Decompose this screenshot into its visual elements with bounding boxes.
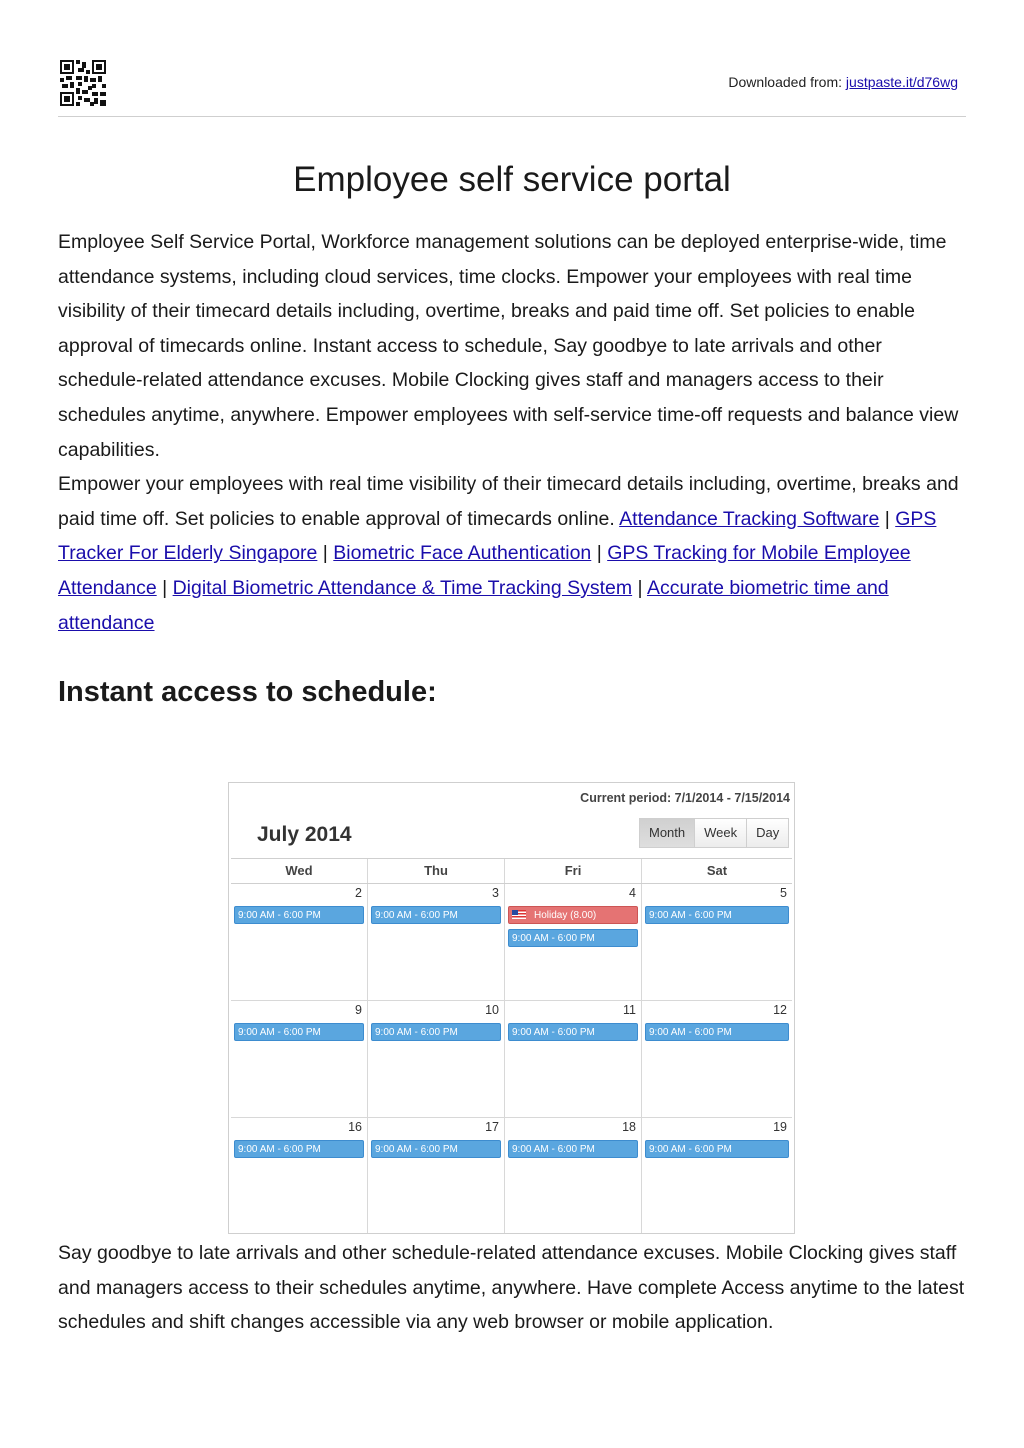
download-source	[728, 74, 958, 90]
calendar-day[interactable]	[368, 1001, 505, 1117]
download-label: Downloaded from:	[728, 74, 843, 90]
day-number: 4	[629, 886, 636, 900]
link-separator: |	[596, 542, 602, 565]
weekday-label: Wed	[231, 859, 368, 883]
weekday-label: Thu	[368, 859, 505, 883]
intro-text: Employee Self Service Portal, Workforce management solutions can be deployed enterprise-wide, time attendance systems, including cloud services, time clocks. Empower your employees with real time visibility of their timecard details including, overtime, breaks and paid time off. Set policies to enable approval of timecards online. Instant access to schedule, Say goodbye to late arrivals and other schedule-related attendance excuses. Mobile Clocking gives staff and managers access to their schedules anytime, anywhere. Empower employees with self-service time-off requests and balance view capabilities.	[58, 231, 959, 461]
link-separator: |	[884, 507, 890, 530]
schedule-calendar	[228, 782, 795, 1234]
closing-paragraph	[58, 1236, 968, 1340]
shift-event[interactable]: 9:00 AM - 6:00 PM	[645, 906, 789, 924]
link-attendance-tracking-software[interactable]: Attendance Tracking Software	[619, 507, 880, 530]
calendar-day[interactable]	[642, 1001, 792, 1117]
calendar-day[interactable]	[368, 884, 505, 1000]
page-title: Employee self service portal	[293, 160, 731, 199]
shift-event[interactable]: 9:00 AM - 6:00 PM	[508, 1023, 638, 1041]
links-paragraph	[58, 467, 968, 640]
day-number: 16	[348, 1120, 362, 1134]
holiday-event[interactable]	[508, 906, 638, 924]
week-view-button[interactable]: Week	[695, 818, 747, 848]
day-number: 10	[485, 1003, 499, 1017]
weekday-label: Sat	[706, 863, 728, 878]
download-source-link[interactable]: justpaste.it/d76wg	[845, 74, 958, 90]
intro-text-2: Empower your employees with real time visibility of their timecard details including, overtime, breaks and paid time off. Set policies to enable approval of timecards online.	[58, 473, 959, 530]
day-number: 5	[780, 886, 787, 900]
shift-event[interactable]: 9:00 AM - 6:00 PM	[645, 1023, 789, 1041]
day-number: 12	[773, 1003, 787, 1017]
link-digital-biometric-attendance[interactable]: Digital Biometric Attendance & Time Tracking System	[172, 576, 633, 599]
calendar-day[interactable]	[642, 1118, 792, 1234]
calendar-day[interactable]	[642, 884, 792, 1000]
calendar-month-title: July 2014	[257, 823, 352, 846]
shift-event[interactable]: 9:00 AM - 6:00 PM	[371, 906, 501, 924]
closing-text: Say goodbye to late arrivals and other schedule-related attendance excuses. Mobile Clocking gives staff and managers access to their schedules anytime, anywhere. Have complete Access anytime to the latest schedules and shift changes accessible via any web browser or mobile application.	[58, 1242, 965, 1334]
day-number: 17	[485, 1120, 499, 1134]
month-view-button[interactable]: Month	[639, 818, 695, 848]
shift-event[interactable]: 9:00 AM - 6:00 PM	[508, 1140, 638, 1158]
calendar-day[interactable]	[368, 1118, 505, 1234]
day-number: 18	[622, 1120, 636, 1134]
calendar-day[interactable]	[505, 1118, 642, 1234]
day-view-button[interactable]: Day	[747, 818, 789, 848]
calendar-week	[231, 1118, 792, 1234]
link-biometric-face-authentication[interactable]: Biometric Face Authentication	[333, 542, 592, 565]
calendar-day[interactable]	[231, 884, 368, 1000]
calendar-grid	[231, 858, 792, 1234]
us-flag-icon	[512, 910, 526, 919]
calendar-week	[231, 1001, 792, 1118]
shift-event[interactable]: 9:00 AM - 6:00 PM	[234, 1023, 364, 1041]
holiday-label: Holiday (8.00)	[534, 910, 597, 921]
qr-code-icon	[60, 60, 106, 106]
day-number: 9	[355, 1003, 362, 1017]
link-separator: |	[637, 576, 643, 599]
day-number: 2	[355, 886, 362, 900]
shift-event[interactable]: 9:00 AM - 6:00 PM	[508, 929, 638, 947]
calendar-day[interactable]	[505, 884, 642, 1000]
link-gps-tracking-mobile-attendance[interactable]: GPS Tracking for Mobile Employee Attendance	[58, 542, 911, 599]
shift-event[interactable]: 9:00 AM - 6:00 PM	[645, 1140, 789, 1158]
section-heading: Instant access to schedule:	[58, 676, 437, 708]
shift-event[interactable]: 9:00 AM - 6:00 PM	[234, 906, 364, 924]
calendar-day[interactable]	[231, 1118, 368, 1234]
day-number: 11	[623, 1003, 636, 1017]
calendar-week	[231, 884, 792, 1001]
view-switcher	[639, 818, 789, 848]
intro-paragraph	[58, 225, 968, 640]
link-gps-tracker-elderly[interactable]: GPS Tracker For Elderly Singapore	[58, 507, 937, 565]
day-number: 3	[492, 886, 499, 900]
calendar-day[interactable]	[231, 1001, 368, 1117]
link-separator: |	[162, 576, 168, 599]
shift-event[interactable]: 9:00 AM - 6:00 PM	[371, 1140, 501, 1158]
day-number: 19	[773, 1120, 787, 1134]
calendar-day[interactable]	[505, 1001, 642, 1117]
shift-event[interactable]: 9:00 AM - 6:00 PM	[371, 1023, 501, 1041]
current-period-label: Current period: 7/1/2014 - 7/15/2014	[580, 791, 790, 805]
link-accurate-biometric-time[interactable]: Accurate biometric time and attendance	[58, 576, 889, 634]
shift-event[interactable]: 9:00 AM - 6:00 PM	[234, 1140, 364, 1158]
weekday-label: Fri	[505, 859, 642, 883]
link-separator: |	[322, 542, 328, 565]
header-divider	[58, 116, 966, 117]
weekday-header	[231, 858, 792, 884]
